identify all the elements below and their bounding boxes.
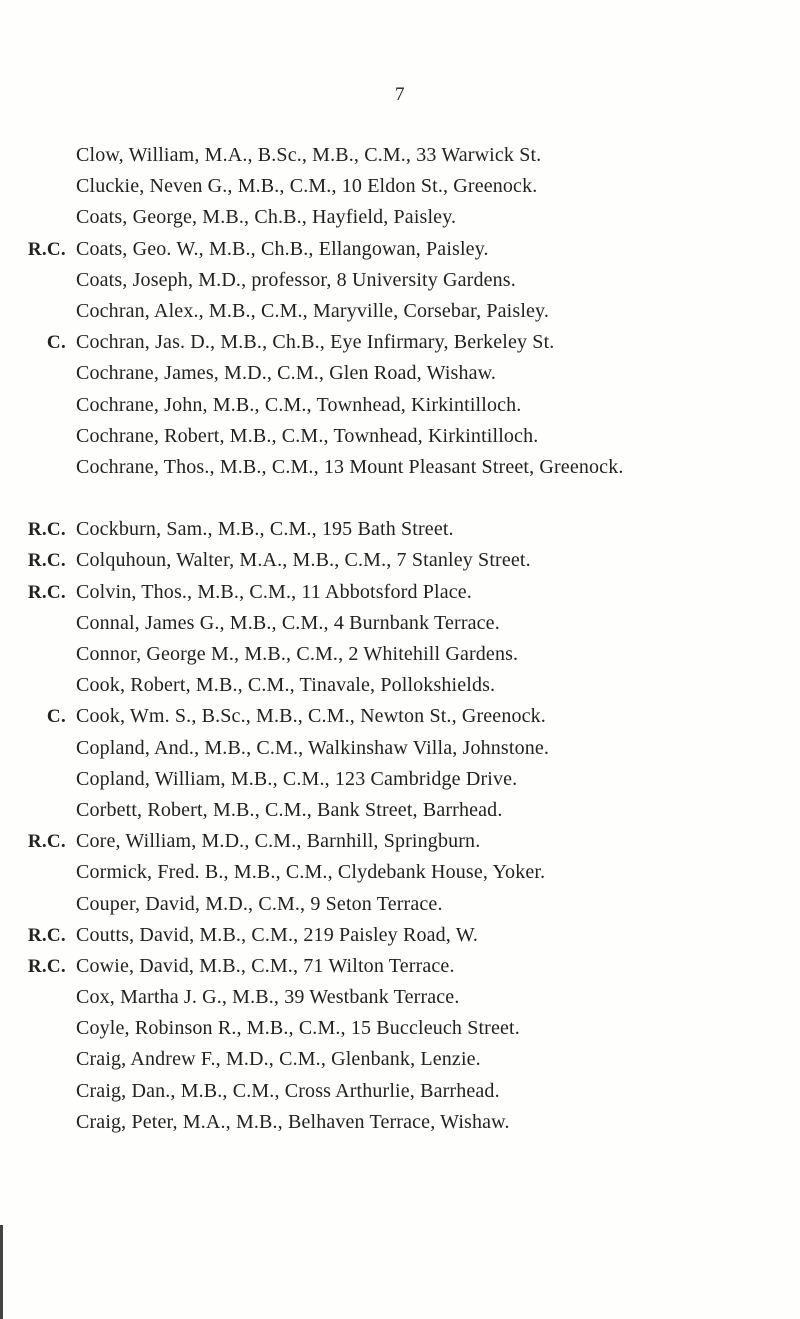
directory-entry	[0, 421, 800, 452]
entry-text: Corbett, Robert, M.B., C.M., Bank Street, Barrhead.	[76, 798, 503, 821]
entry-text: Cook, Robert, M.B., C.M., Tinavale, Pollokshields.	[76, 674, 496, 697]
directory-entry	[0, 545, 800, 576]
directory-entry	[0, 733, 800, 764]
directory-entry	[0, 795, 800, 826]
entry-text: Coutts, David, M.B., C.M., 219 Paisley Road, W.	[76, 923, 479, 946]
entry-text: Craig, Andrew F., M.D., C.M., Glenbank, Lenzie.	[76, 1048, 481, 1071]
entry-text: Cochrane, John, M.B., C.M., Townhead, Kirkintilloch.	[76, 393, 522, 416]
entry-text: Coats, George, M.B., Ch.B., Hayfield, Paisley.	[76, 206, 457, 229]
entry-text: Cox, Martha J. G., M.B., 39 Westbank Terrace.	[76, 986, 460, 1009]
page-number: 7	[395, 84, 405, 105]
directory-entry	[0, 327, 800, 358]
entry-text: Colquhoun, Walter, M.A., M.B., C.M., 7 Stanley Street.	[76, 549, 531, 572]
entry-text: Cowie, David, M.B., C.M., 71 Wilton Terrace.	[76, 954, 455, 977]
membership-prefix: R.C.	[27, 831, 66, 853]
directory-entry	[0, 452, 800, 514]
directory-entry	[0, 857, 800, 888]
membership-prefix: R.C.	[27, 519, 66, 541]
entry-text: Coyle, Robinson R., M.B., C.M., 15 Buccleuch Street.	[76, 1017, 520, 1040]
entry-text: Clow, William, M.A., B.Sc., M.B., C.M., 33 Warwick St.	[76, 144, 542, 166]
entry-text: Cockburn, Sam., M.B., C.M., 195 Bath Street.	[76, 518, 454, 541]
entry-text: Cormick, Fred. B., M.B., C.M., Clydebank House, Yoker.	[76, 861, 546, 884]
directory-entry	[0, 1013, 800, 1044]
page-edge-shadow	[0, 1225, 3, 1319]
entry-text: Coats, Geo. W., M.B., Ch.B., Ellangowan, Paisley.	[76, 237, 489, 260]
membership-prefix: C.	[46, 706, 66, 728]
entry-text: Craig, Dan., M.B., C.M., Cross Arthurlie, Barrhead.	[76, 1079, 500, 1102]
entry-text: Connal, James G., M.B., C.M., 4 Burnbank Terrace.	[76, 611, 500, 634]
entry-text: Craig, Peter, M.A., M.B., Belhaven Terrace, Wishaw.	[76, 1110, 510, 1133]
directory-entry	[0, 982, 800, 1013]
directory-entry	[0, 764, 800, 795]
directory-entry	[0, 639, 800, 670]
directory-entry	[0, 951, 800, 982]
entry-text: Cook, Wm. S., B.Sc., M.B., C.M., Newton St., Greenock.	[76, 705, 546, 728]
directory-entry	[0, 826, 800, 857]
directory-entry	[0, 1076, 800, 1107]
directory-entry	[0, 358, 800, 389]
entry-text: Cluckie, Neven G., M.B., C.M., 10 Eldon St., Greenock.	[76, 175, 538, 198]
directory-entry	[0, 1107, 800, 1138]
entry-text: Cochrane, James, M.D., C.M., Glen Road, Wishaw.	[76, 362, 497, 385]
entry-text: Core, William, M.D., C.M., Barnhill, Springburn.	[76, 830, 481, 853]
directory-entry	[0, 296, 800, 327]
entry-text: Copland, William, M.B., C.M., 123 Cambridge Drive.	[76, 767, 518, 790]
membership-prefix: R.C.	[27, 581, 66, 603]
membership-prefix: R.C.	[27, 550, 66, 572]
entry-text: Couper, David, M.D., C.M., 9 Seton Terrace.	[76, 892, 443, 915]
directory-entry	[0, 171, 800, 202]
entry-text: Cochrane, Thos., M.B., C.M., 13 Mount Pleasant Street, Greenock.	[76, 455, 624, 478]
directory-entry	[0, 202, 800, 233]
directory-entry	[0, 920, 800, 951]
directory-entry	[0, 390, 800, 421]
membership-prefix: R.C.	[27, 955, 66, 977]
entry-text: Coats, Joseph, M.D., professor, 8 University Gardens.	[76, 268, 516, 291]
entry-text: Cochrane, Robert, M.B., C.M., Townhead, Kirkintilloch.	[76, 424, 539, 447]
directory-entry	[0, 701, 800, 732]
membership-prefix: R.C.	[27, 924, 66, 946]
directory-entry	[0, 889, 800, 920]
entry-text: Cochran, Alex., M.B., C.M., Maryville, Corsebar, Paisley.	[76, 299, 550, 322]
entry-text: Colvin, Thos., M.B., C.M., 11 Abbotsford Place.	[76, 580, 472, 603]
entry-text: Connor, George M., M.B., C.M., 2 Whitehill Gardens.	[76, 643, 519, 666]
directory-entry	[0, 234, 800, 265]
directory-entry	[0, 514, 800, 545]
entry-text: Copland, And., M.B., C.M., Walkinshaw Villa, Johnstone.	[76, 736, 550, 759]
directory-entry	[0, 577, 800, 608]
directory-entry	[0, 140, 800, 171]
directory-entry	[0, 608, 800, 639]
directory-entry	[0, 670, 800, 701]
membership-prefix: C.	[46, 332, 66, 354]
directory-entry	[0, 265, 800, 296]
entry-text: Cochran, Jas. D., M.B., Ch.B., Eye Infirmary, Berkeley St.	[76, 331, 555, 354]
membership-prefix: R.C.	[27, 238, 66, 260]
directory-entry	[0, 1044, 800, 1075]
directory-list	[0, 140, 800, 1138]
